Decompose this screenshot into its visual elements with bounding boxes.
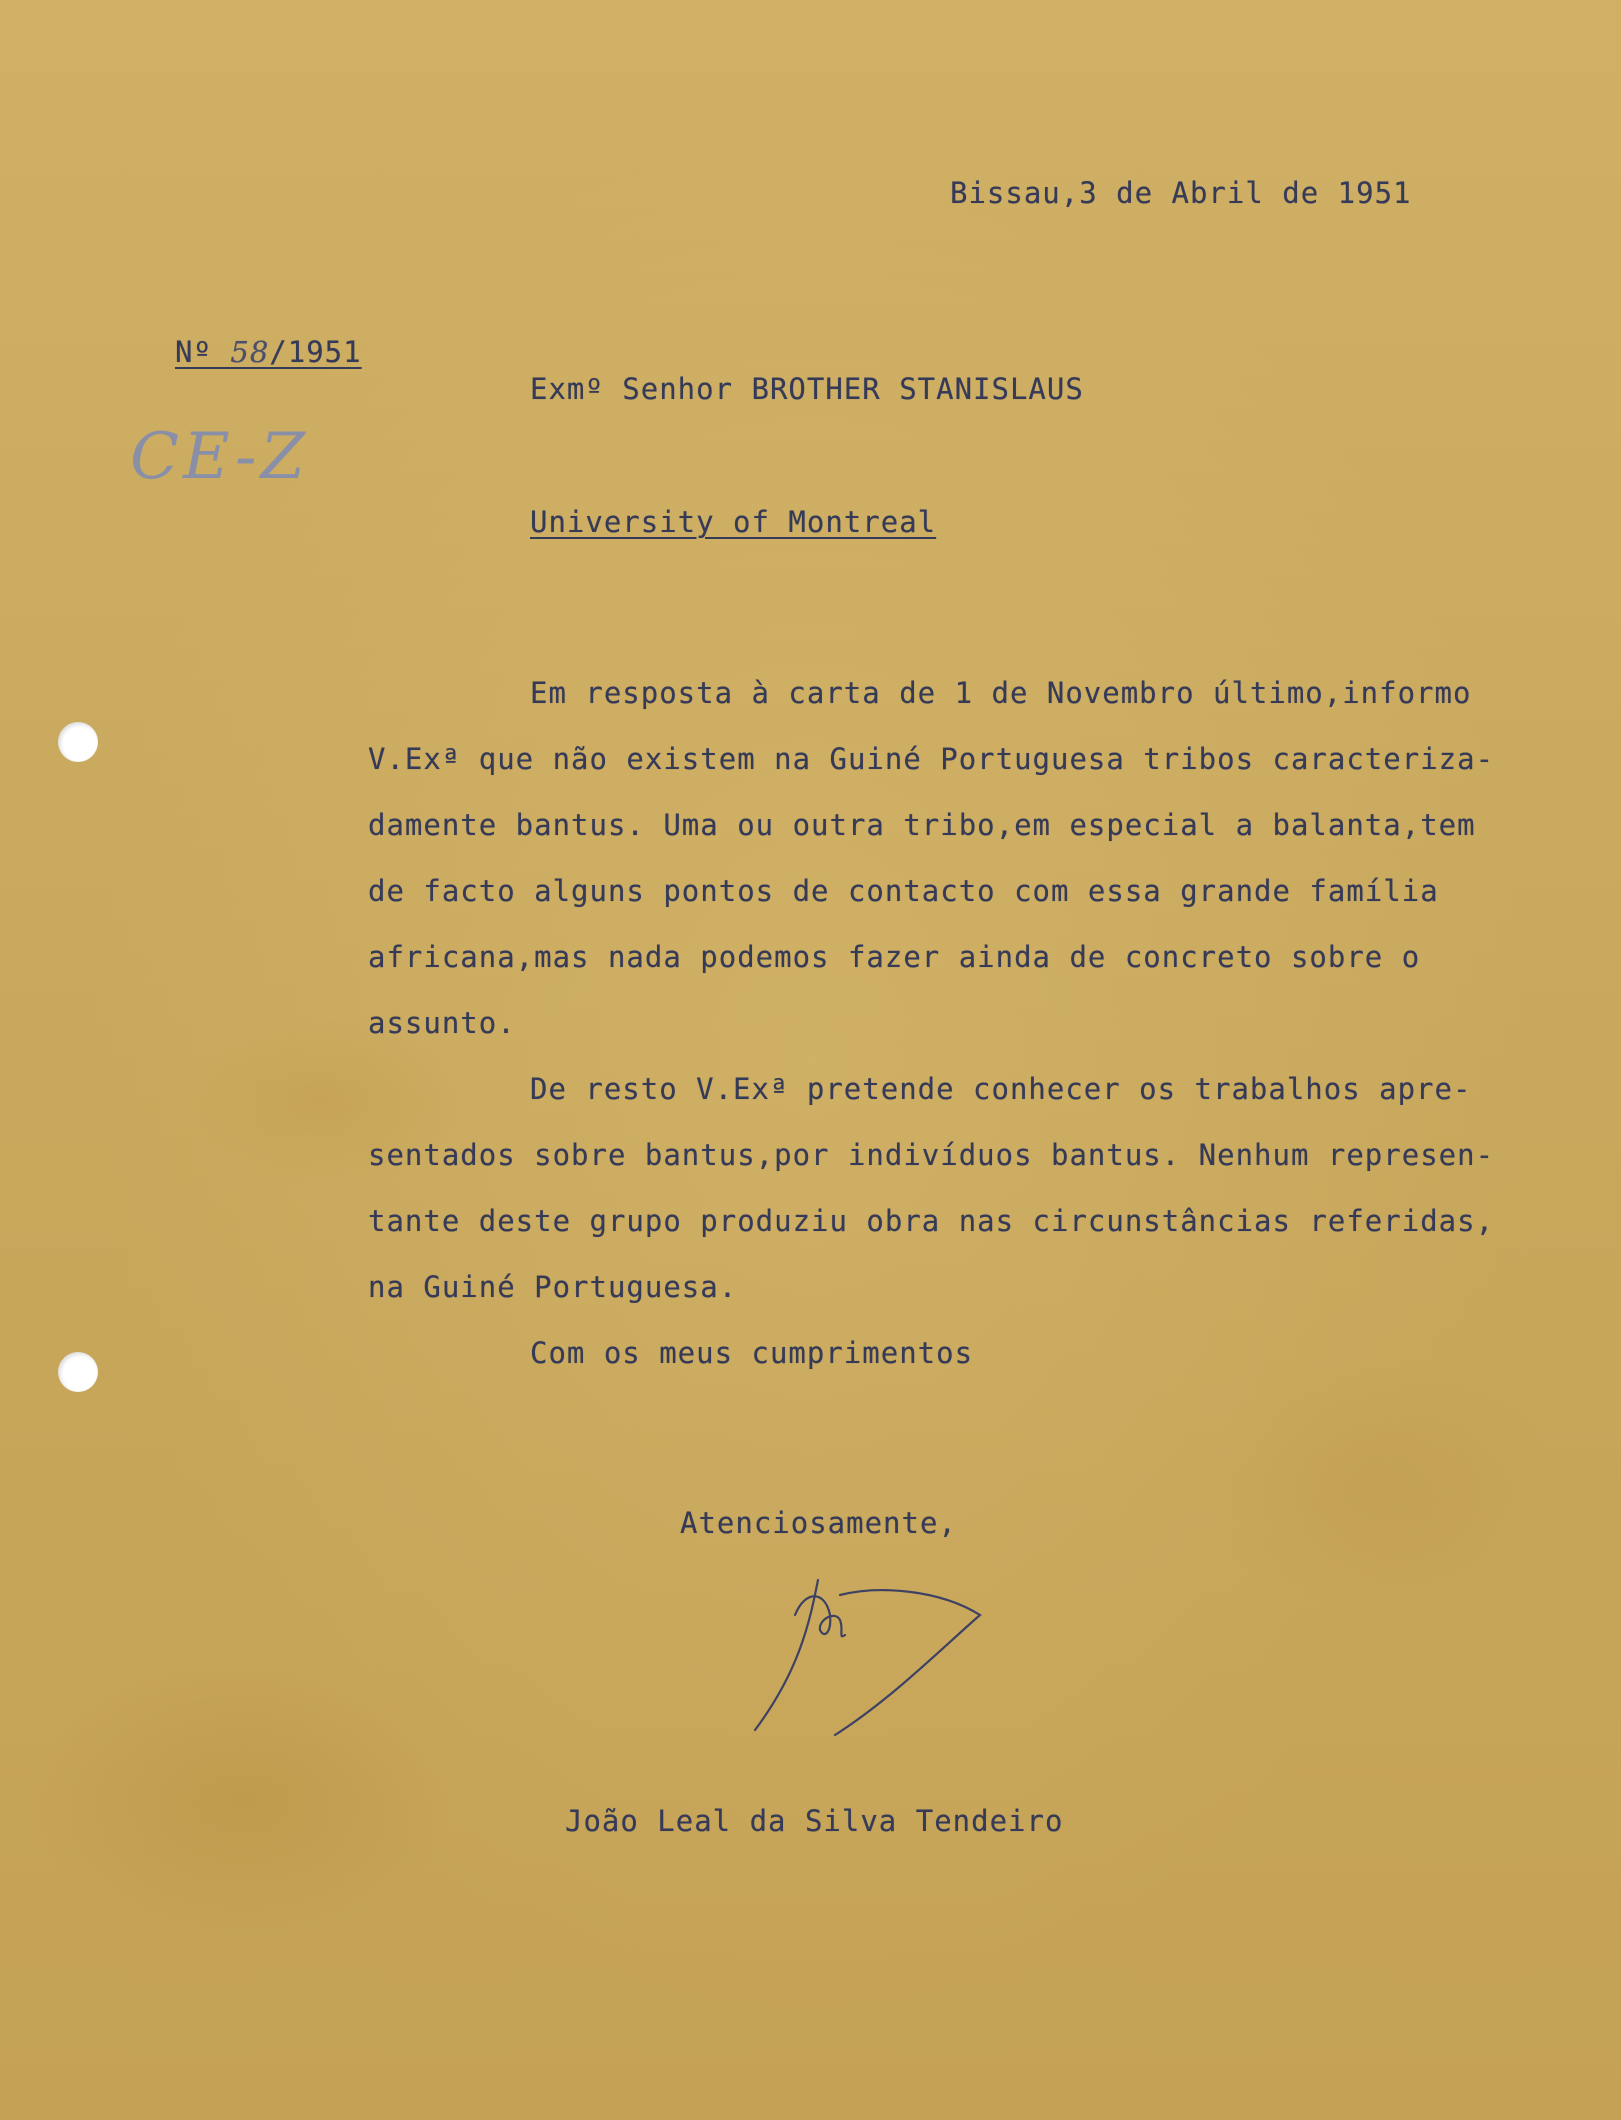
body-line-4: de facto alguns pontos de contacto com essa grande família [368,874,1439,908]
body-line-11: Com os meus cumprimentos [530,1336,974,1370]
reference-prefix: Nº [175,335,212,369]
body-line-2: V.Exª que não existem na Guiné Portuguesa tribos caracteriza- [368,742,1495,776]
addressee-line: Exmº Senhor BROTHER STANISLAUS [530,372,1084,406]
body-line-7: De resto V.Exª pretende conhecer os trabalhos apre- [530,1072,1472,1106]
reference-handwritten-number: 58 [230,335,270,369]
body-line-1: Em resposta à carta de 1 de Novembro último,informo [530,676,1472,710]
signature [740,1560,1000,1760]
reference-number [175,335,362,369]
addressee-institution: University of Montreal [530,505,937,539]
handwritten-code: CE-Z [130,420,309,494]
signatory-name: João Leal da Silva Tendeiro [565,1804,1064,1838]
body-line-5: africana,mas nada podemos fazer ainda de concreto sobre o [368,940,1421,974]
punch-hole-top [58,722,98,762]
body-line-10: na Guiné Portuguesa. [368,1270,738,1304]
closing: Atenciosamente, [680,1506,957,1540]
body-line-8: sentados sobre bantus,por indivíduos bantus. Nenhum represen- [368,1138,1495,1172]
body-line-6: assunto. [368,1006,516,1040]
body-line-9: tante deste grupo produziu obra nas circunstâncias referidas, [368,1204,1495,1238]
body-line-3: damente bantus. Uma ou outra tribo,em especial a balanta,tem [368,808,1476,842]
punch-hole-bottom [58,1352,98,1392]
reference-year: /1951 [269,335,362,369]
place-date: Bissau,3 de Abril de 1951 [950,176,1412,210]
